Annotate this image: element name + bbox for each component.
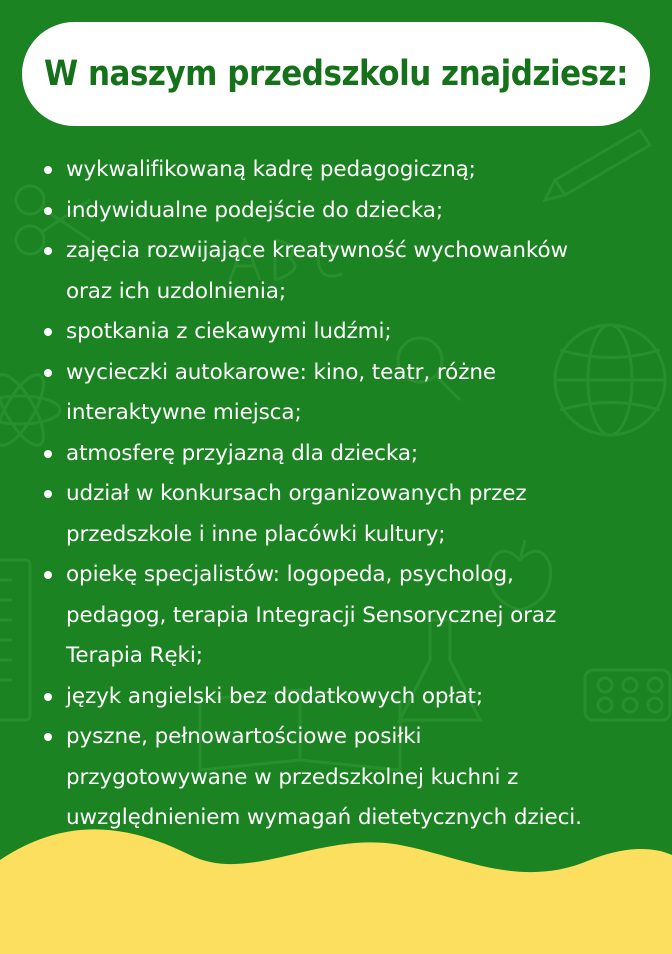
bullet-icon bbox=[44, 166, 52, 174]
feature-item bbox=[40, 474, 660, 555]
feature-line: przedszkole i inne placówki kultury; bbox=[66, 521, 446, 547]
feature-item bbox=[40, 434, 660, 475]
feature-line: uwzględnieniem wymagań dietetycznych dzieci. bbox=[66, 805, 582, 830]
feature-line: oraz ich uzdolnienia; bbox=[66, 278, 286, 304]
feature-line: pyszne, pełnowartościowe posiłki bbox=[66, 724, 422, 749]
feature-line: wycieczki autokarowe: kino, teatr, różne bbox=[66, 359, 497, 385]
features-list bbox=[40, 150, 660, 839]
feature-item bbox=[40, 353, 660, 434]
bullet-icon bbox=[44, 490, 52, 498]
feature-line: wykwalifikowaną kadrę pedagogiczną; bbox=[66, 157, 476, 182]
bullet-icon bbox=[44, 693, 52, 701]
yellow-wave-footer bbox=[0, 820, 672, 954]
feature-line: atmosferę przyjazną dla dziecka; bbox=[66, 440, 419, 466]
feature-item bbox=[40, 231, 660, 312]
feature-line: indywidualne podejście do dziecka; bbox=[66, 197, 444, 223]
bullet-icon bbox=[44, 571, 52, 579]
feature-line: interaktywne miejsca; bbox=[66, 400, 302, 425]
feature-line: opiekę specjalistów: logopeda, psycholog, bbox=[66, 562, 514, 587]
bullet-icon bbox=[44, 450, 52, 458]
feature-item bbox=[40, 312, 660, 353]
bullet-icon bbox=[44, 247, 52, 255]
feature-item bbox=[40, 191, 660, 232]
feature-item bbox=[40, 555, 660, 677]
page-title: W naszym przedszkolu znajdziesz: bbox=[43, 53, 628, 95]
feature-line: Terapia Ręki; bbox=[66, 643, 203, 668]
bullet-icon bbox=[44, 733, 52, 741]
feature-line: pedagog, terapia Integracji Sensorycznej oraz bbox=[66, 602, 557, 628]
feature-line: przygotowywane w przedszkolnej kuchni z bbox=[66, 764, 519, 790]
feature-line: udział w konkursach organizowanych przez bbox=[66, 481, 527, 506]
bullet-icon bbox=[44, 328, 52, 336]
bullet-icon bbox=[44, 369, 52, 377]
feature-line: zajęcia rozwijające kreatywność wychowanków bbox=[66, 238, 569, 263]
ruler-icon bbox=[0, 560, 30, 720]
bullet-icon bbox=[44, 207, 52, 215]
title-banner bbox=[22, 22, 650, 126]
feature-item bbox=[40, 677, 660, 718]
feature-line: język angielski bez dodatkowych opłat; bbox=[66, 683, 484, 709]
feature-line: spotkania z ciekawymi ludźmi; bbox=[66, 319, 392, 344]
feature-item bbox=[40, 150, 660, 191]
